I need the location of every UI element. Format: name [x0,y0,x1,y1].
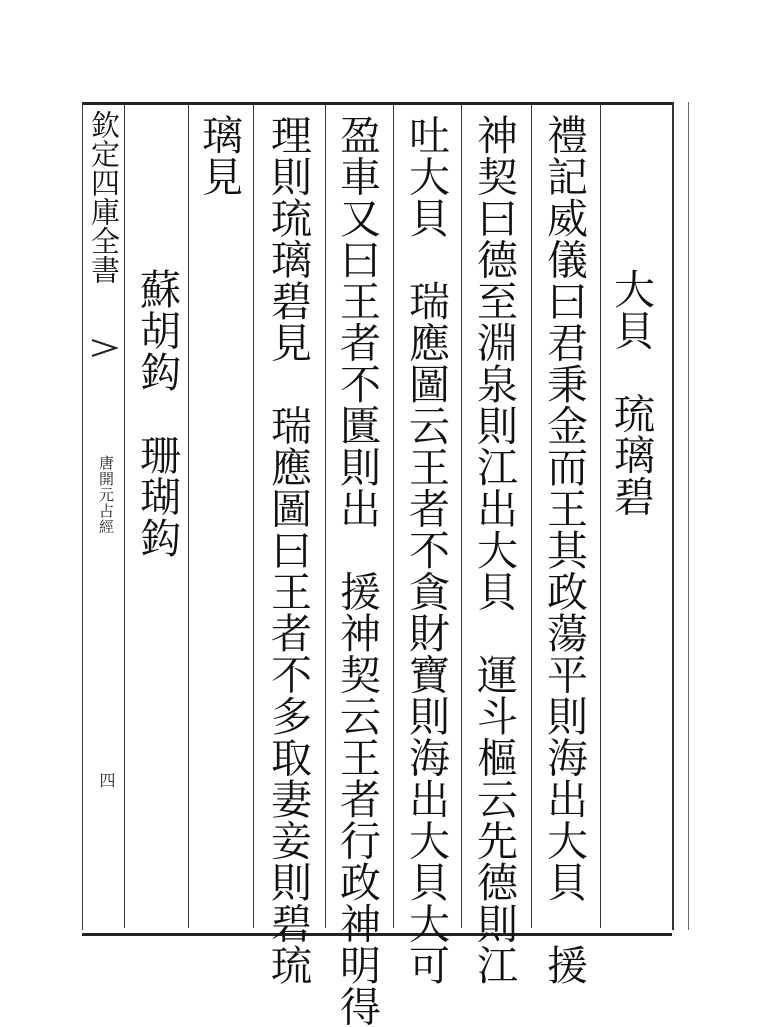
text-column-heading: 蘇胡鈎 珊瑚鈎 [133,268,181,559]
frame-outer-border [688,102,689,930]
fold-page-number: 四 [97,772,116,789]
column-divider [461,104,462,928]
column-divider [188,104,189,928]
fish-tail-mark-icon [90,338,118,358]
text-column: 理則琉璃碧見 瑞應圖曰王者不多取妻妾則碧琉 [264,114,312,986]
column-divider [600,104,601,928]
text-column: 吐大貝 瑞應圖云王者不貪財寶則海出大貝大可 [402,114,450,986]
frame-left-border [82,102,83,930]
column-divider [531,104,532,928]
text-column: 盈車又曰王者不匱則出 援神契云王者行政神明得 [333,114,381,1027]
frame-right-border [672,102,674,930]
fold-source: 唐開元占經 [97,455,115,535]
fold-title: 欽定四庫全書 [87,110,121,284]
fold-divider [124,104,125,928]
text-column: 禮記威儀曰君秉金而王其政蕩平則海出大貝 援 [540,114,588,986]
column-divider [325,104,326,928]
text-column: 璃見 [195,114,243,197]
text-column: 神契曰德至淵泉則江出大貝 運斗樞云先德則江 [470,114,518,986]
text-column-heading: 大貝 琉璃碧 [607,268,655,517]
column-divider [393,104,394,928]
column-divider [253,104,254,928]
